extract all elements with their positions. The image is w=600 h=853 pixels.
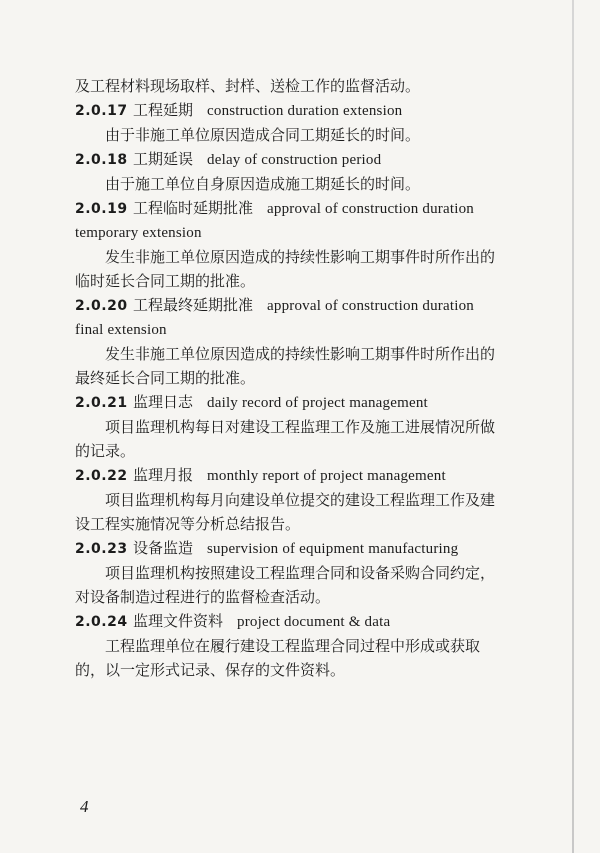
term-chinese: 监理月报 bbox=[133, 466, 194, 484]
term-definition: 发生非施工单位原因造成的持续性影响工期事件时所作出的 bbox=[105, 248, 496, 266]
term-english-continuation: temporary extension bbox=[75, 225, 202, 241]
term-heading bbox=[75, 98, 520, 123]
document-body bbox=[75, 74, 520, 682]
term-definition: 发生非施工单位原因造成的持续性影响工期事件时所作出的 bbox=[105, 345, 496, 363]
term-chinese: 工程临时延期批准 bbox=[133, 199, 254, 217]
term-heading bbox=[75, 536, 520, 561]
term-number: 2.0.20 bbox=[75, 298, 128, 314]
term-english: project document & data bbox=[237, 614, 391, 630]
term-heading bbox=[75, 390, 520, 415]
term-definition: 项目监理机构每月向建设单位提交的建设工程监理工作及建 bbox=[105, 491, 496, 509]
term-english: approval of construction duration bbox=[267, 201, 474, 217]
term-chinese: 工程最终延期批准 bbox=[133, 296, 254, 314]
term-chinese: 工程延期 bbox=[133, 101, 194, 119]
term-definition: 由于非施工单位原因造成合同工期延长的时间。 bbox=[105, 126, 421, 144]
term-definition: 由于施工单位自身原因造成施工期延长的时间。 bbox=[105, 175, 421, 193]
term-definition: 工程监理单位在履行建设工程监理合同过程中形成或获取 bbox=[105, 637, 481, 655]
term-number: 2.0.19 bbox=[75, 201, 128, 217]
term-chinese: 设备监造 bbox=[133, 539, 194, 557]
term-number: 2.0.17 bbox=[75, 103, 128, 119]
term-heading bbox=[75, 293, 520, 318]
term-english: monthly report of project management bbox=[207, 468, 446, 484]
term-chinese: 工期延误 bbox=[133, 150, 194, 168]
term-heading bbox=[75, 196, 520, 221]
term-english: supervision of equipment manufacturing bbox=[207, 541, 459, 557]
term-english: construction duration extension bbox=[207, 103, 403, 119]
term-english-continuation: final extension bbox=[75, 322, 167, 338]
term-number: 2.0.23 bbox=[75, 541, 128, 557]
term-definition-continuation: 设工程实施情况等分析总结报告。 bbox=[75, 515, 301, 533]
term-definition-continuation: 的记录。 bbox=[75, 442, 136, 460]
body-text-line: 及工程材料现场取样、封样、送检工作的监督活动。 bbox=[75, 77, 421, 95]
term-chinese: 监理日志 bbox=[133, 393, 194, 411]
term-definition: 项目监理机构每日对建设工程监理工作及施工进展情况所做 bbox=[105, 418, 496, 436]
term-chinese: 监理文件资料 bbox=[133, 612, 224, 630]
term-heading bbox=[75, 147, 520, 172]
term-english: approval of construction duration bbox=[267, 298, 474, 314]
term-number: 2.0.18 bbox=[75, 152, 128, 168]
term-english: delay of construction period bbox=[207, 152, 382, 168]
term-definition-continuation: 临时延长合同工期的批准。 bbox=[75, 272, 256, 290]
page-edge-shadow bbox=[572, 0, 574, 853]
term-definition-continuation: 的，以一定形式记录、保存的文件资料。 bbox=[75, 661, 346, 679]
term-heading bbox=[75, 609, 520, 634]
term-number: 2.0.21 bbox=[75, 395, 128, 411]
term-number: 2.0.22 bbox=[75, 468, 128, 484]
term-heading bbox=[75, 463, 520, 488]
term-english: daily record of project management bbox=[207, 395, 428, 411]
term-number: 2.0.24 bbox=[75, 614, 128, 630]
term-definition: 项目监理机构按照建设工程监理合同和设备采购合同约定， bbox=[105, 564, 496, 582]
term-definition-continuation: 对设备制造过程进行的监督检查活动。 bbox=[75, 588, 331, 606]
page-number: 4 bbox=[80, 797, 89, 816]
term-definition-continuation: 最终延长合同工期的批准。 bbox=[75, 369, 256, 387]
